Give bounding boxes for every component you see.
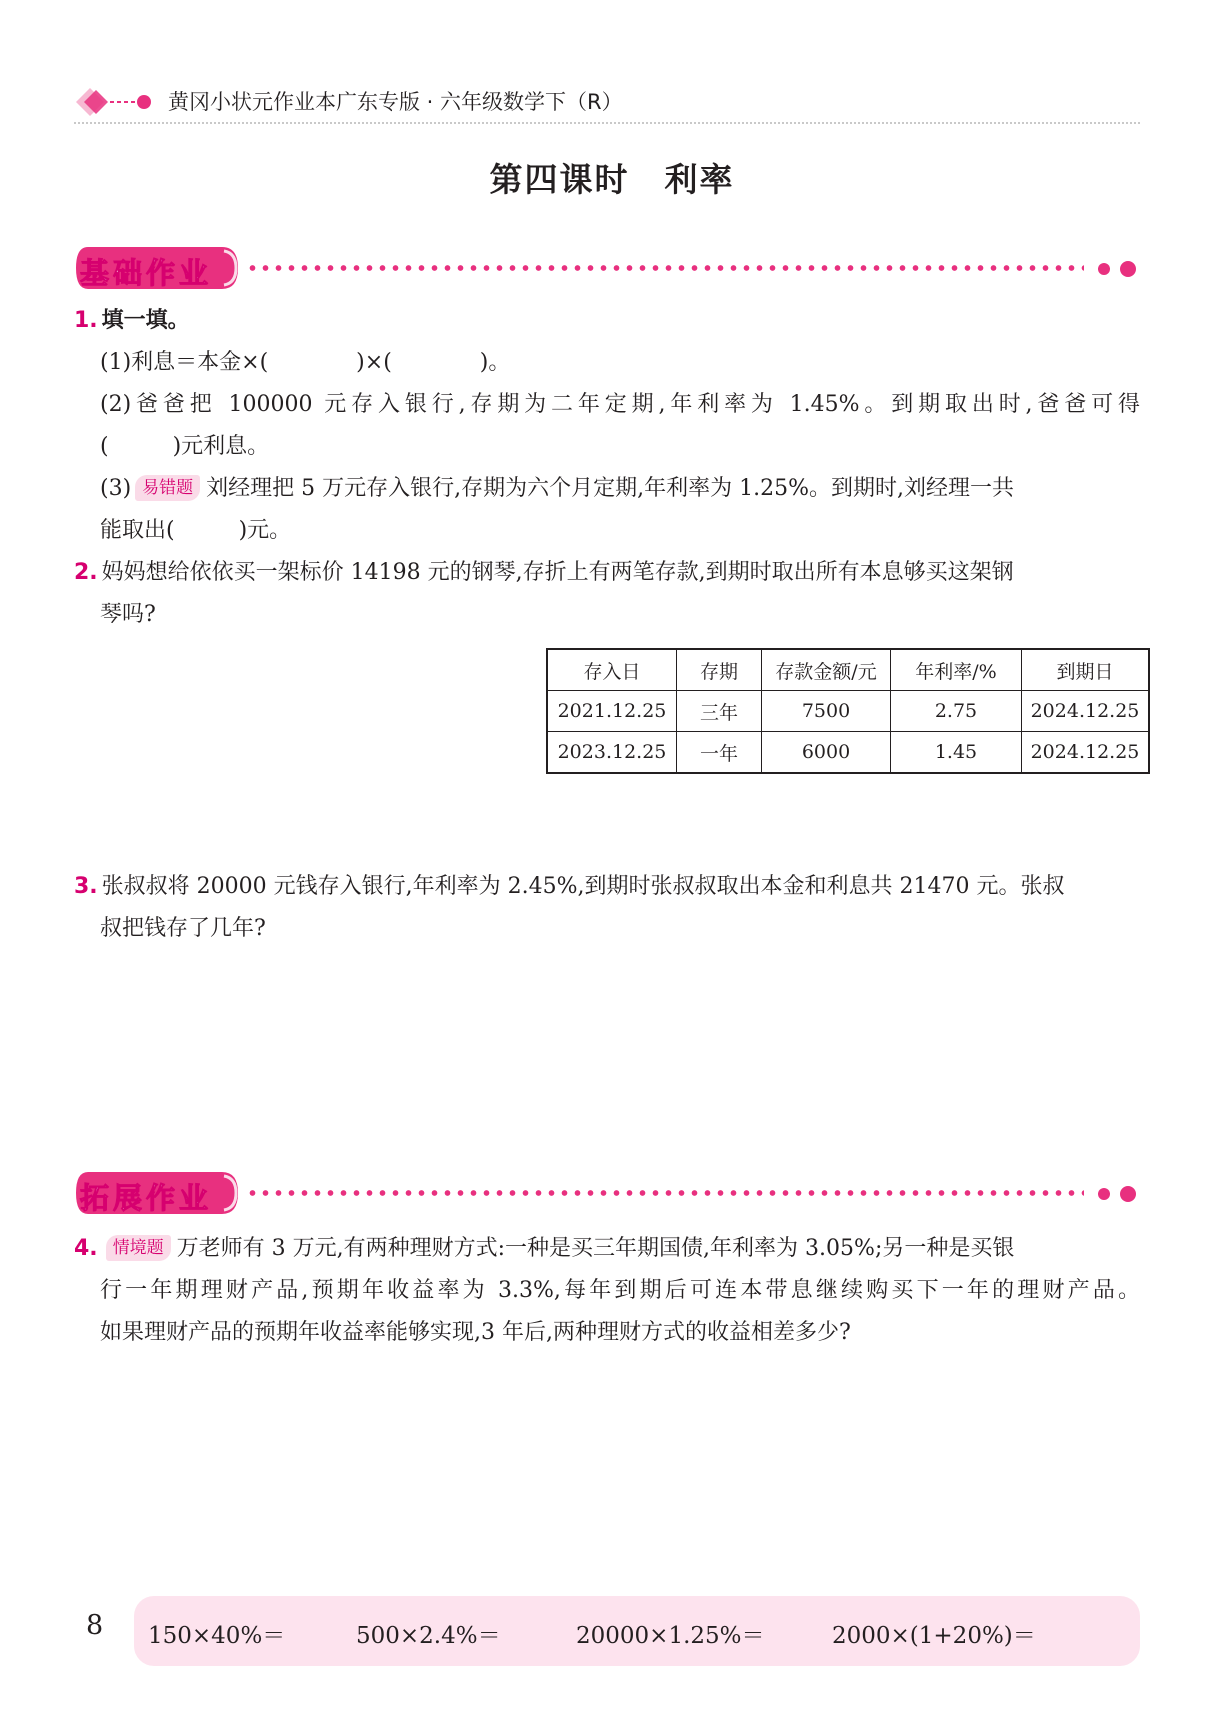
table-header-cell: 年利率/%: [891, 649, 1022, 691]
q1-part-3-text: 刘经理把 5 万元存入银行,存期为六个月定期,年利率为 1.25%。到期时,刘经理一共: [206, 476, 1015, 501]
table-cell: 一年: [677, 732, 762, 774]
q1-part-3-line-1: [100, 468, 1140, 510]
table-cell: 2.75: [891, 691, 1022, 732]
dotted-divider: [246, 1190, 1084, 1196]
question-text: 万老师有 3 万元,有两种理财方式:一种是买三年期国债,年利率为 3.05%;另一种是买银: [176, 1236, 1015, 1261]
question-text: 妈妈想给依依买一架标价 14198 元的钢琴,存折上有两笔存款,到期时取出所有本息够买这架钢: [101, 560, 1014, 585]
q1-part-3-line-2: [100, 510, 1140, 552]
table-header-row: [547, 649, 1149, 691]
answer-blank-close: )元利息。: [172, 434, 270, 459]
question-3-line-1: [74, 866, 1140, 908]
question-2-line-1: [74, 552, 1140, 594]
dotted-divider: [246, 265, 1084, 271]
table-cell: 2024.12.25: [1022, 691, 1150, 732]
q1-part-2-line-2: [100, 426, 1140, 468]
section-extended-title: 拓展作业: [80, 1181, 213, 1215]
table-cell: 2024.12.25: [1022, 732, 1150, 774]
answer-blank-open: 能取出(: [100, 518, 175, 543]
diamond-logo-icon: [74, 86, 154, 118]
table-cell: 1.45: [891, 732, 1022, 774]
question-number: 4.: [74, 1236, 98, 1261]
calculation-item: 2000×(1+20%)＝: [832, 1623, 1036, 1649]
end-dots-icon: [1090, 1185, 1140, 1203]
section-extended-banner: [74, 1170, 1140, 1222]
page-number: 8: [86, 1610, 104, 1641]
header-divider: [74, 122, 1140, 124]
calculation-item: 150×40%＝: [148, 1623, 286, 1649]
question-number: 2.: [74, 560, 98, 585]
series-title: 黄冈小状元作业本广东专版 · 六年级数学下（R）: [168, 90, 623, 114]
question-4-line-2: 行一年期理财产品,预期年收益率为 3.3%,每年到期后可连本带息继续购买下一年的理财产品。: [100, 1278, 1140, 1303]
table-cell: 2023.12.25: [547, 732, 677, 774]
question-number: 3.: [74, 874, 98, 899]
table-row: [547, 732, 1149, 774]
table-header-cell: 存款金额/元: [762, 649, 891, 691]
question-3-line-2: 叔把钱存了几年?: [100, 916, 266, 941]
table-header-cell: 存入日: [547, 649, 677, 691]
calculation-item: 20000×1.25%＝: [576, 1623, 765, 1649]
end-dots-icon: [1090, 260, 1140, 278]
table-header-cell: 存期: [677, 649, 762, 691]
table-cell: 7500: [762, 691, 891, 732]
error-prone-tag: 易错题: [135, 475, 200, 501]
question-2-line-2: 琴吗?: [100, 602, 156, 627]
section-basic-title: 基础作业: [80, 256, 213, 290]
q1-part-2-line-1: (2)爸爸把 100000 元存入银行,存期为二年定期,年利率为 1.45%。到期取出时,爸爸可得: [100, 392, 1140, 417]
q1-part-1: (1)利息＝本金×( )×( )。: [100, 350, 511, 375]
question-1-heading: [74, 300, 190, 342]
answer-blank-close: )元。: [238, 518, 292, 543]
table-cell: 6000: [762, 732, 891, 774]
lesson-title: 第四课时 利率: [489, 160, 735, 199]
question-number: 1.: [74, 308, 98, 333]
table-cell: 三年: [677, 691, 762, 732]
answer-blank-open: (: [100, 434, 109, 459]
question-4-line-1: [74, 1228, 1140, 1270]
deposit-table: [546, 648, 1150, 774]
question-4-line-3: 如果理财产品的预期年收益率能够实现,3 年后,两种理财方式的收益相差多少?: [100, 1320, 851, 1345]
question-title: 填一填。: [101, 308, 190, 333]
scenario-tag: 情境题: [106, 1235, 171, 1261]
question-text: 张叔叔将 20000 元钱存入银行,年利率为 2.45%,到期时张叔叔取出本金和利息共 21470 元。张叔: [101, 874, 1065, 899]
calculation-item: 500×2.4%＝: [356, 1623, 501, 1649]
table-cell: 2021.12.25: [547, 691, 677, 732]
page-header: [74, 80, 1140, 124]
table-row: [547, 691, 1149, 732]
table-header-cell: 到期日: [1022, 649, 1150, 691]
part-label: (3): [100, 476, 132, 501]
section-basic-banner: [74, 245, 1140, 297]
